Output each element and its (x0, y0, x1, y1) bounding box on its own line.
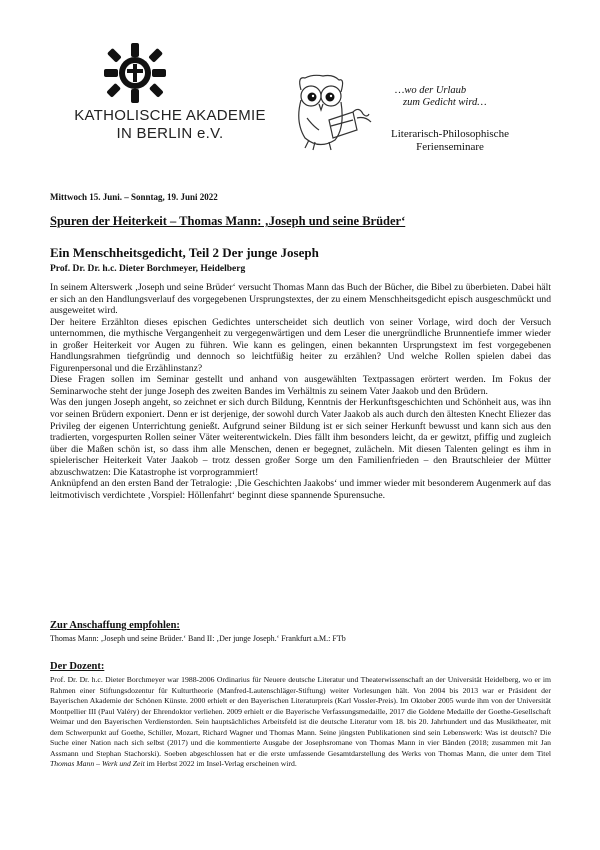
lecturer-bio-text: Prof. Dr. Dr. h.c. Dieter Borchmeyer war 1988-2006 Ordinarius für Neuere deutsche Literatur und Theaterwissenschaft an der Universität Heidelberg, wo er im Rahmen einer Stiftungsdozentur für Kulturtheorie (Manfred-Lautenschläger-Stiftung) weiter Vorlesungen hält. Von 2004 bis 2013 war er Präsident der Bayerischen Akademie der Schönen Künste. 2000 erhielt er den Bayerischen Literaturpreis (Karl Vossler-Preis). Im Oktober 2005 wurde ihm von der Universität Montpellier III (Paul Valéry) der Ehrendoktor verliehen. 2009 erhielt er die Bayerische Verfassungsmedaille, 2017 die Goldene Medaille der Goethe-Gesellschaft Weimar und den Bayerischen Verdienstorden. Sein hauptsächliches Arbeitsfeld ist die deutsche Literatur vom 18. bis 20. Jahrhundert und das Musiktheater, mit dem Schwerpunkt auf Goethe, Schiller, Mozart, Richard Wagner und Thomas Mann. Seine jüngsten Publikationen sind sein Lebenswerk: Was ist deutsch? Die Suche einer Nation nach sich selbst (2017) und die kommentierte Ausgabe der Josephsromane von Thomas Mann in vier Bänden (2018; zusammen mit Jan Assmann und Stephan Stachorski). Soeben abgeschlossen hat er die erste umfassende Gesamtdarstellung des Werks von Thomas Mann, die unter dem Titel (50, 675, 551, 758)
lecturer-heading: Der Dozent: (50, 661, 105, 672)
recommended-reading-heading: Zur Anschaffung empfohlen: (50, 620, 180, 631)
akademie-name-line2: IN BERLIN e.V. (116, 125, 224, 142)
event-description (50, 282, 551, 501)
event-speaker: Prof. Dr. Dr. h.c. Dieter Borchmeyer, Heidelberg (50, 264, 246, 274)
lecturer-bio (50, 675, 551, 770)
slogan-line2: zum Gedicht wird… (403, 97, 487, 108)
event-dates: Mittwoch 15. Juni. – Sonntag, 19. Juni 2022 (50, 192, 218, 202)
event-title: Spuren der Heiterkeit – Thomas Mann: ‚Joseph und seine Brüder‘ (50, 214, 406, 228)
seminar-series-line1: Literarisch-Philosophische (391, 128, 509, 140)
owl-reading-book-icon (283, 70, 378, 155)
slogan-line1: …wo der Urlaub (395, 85, 467, 96)
seminar-logo (283, 70, 378, 160)
description-paragraph: Was den jungen Joseph angeht, so zeichnet er sich durch Bildung, Kenntnis der Herkunftsgeschichten und Schönheit aus, was ihn vor seinen Brüdern exponiert. Denn er ist derjenige, der sowohl durch Vater Jaakob als auch durch den ältesten Knecht Eliezer das Privileg der eigenen Unterrichtung genießt. Aufgrund seiner Bildung ist er sich seiner Herkunft bewusst und kann sich aus den tradierten, vorgespurten Rollen seiner Väter weiterentwickeln. Dies fällt ihm besonders leicht, da er gewitzt, pfiffig und zugleich über die Maßen schön ist, so dass ihm alle Menschen, denen er begegnet, zulächeln. Mit diesen Talenten gelingt es ihm in spielerischer Heiterkeit Vater Jaakob – trotz dessen großer Sorge um den Familienfrieden – den Brautschleier der Mütter abzuschwatzen: Die Katastrophe ist vorprogrammiert! (50, 397, 551, 478)
seminar-series-title (370, 128, 530, 154)
lecturer-book-title: Thomas Mann – Werk und Zeit (50, 759, 145, 769)
description-paragraph: Der heitere Erzählton dieses epischen Gedichtes unterscheidet sich deutlich von seiner Vorlage, wird doch der Versuch unternommen, die mythische Vergangenheit zu vergegenwärtigen und dem Leser die unergründliche Brunnentiefe immer wieder in großer Heiterkeit vor Augen zu führen. Wie kann es gelingen, einen bekannten Ursprungstext im fest vorgegebenen Handlungsrahmen tiefgründig und dennoch so leichtfüßig heiter zu erzählen? Und welche Rollen spielen dabei das Figurenpersonal und die Erzählinstanz? (50, 316, 551, 374)
description-paragraph: Diese Fragen sollen im Seminar gestellt und anhand von ausgewählten Textpassagen erörtert werden. Im Fokus der Seminarwoche steht der junge Joseph des zweiten Bandes im Verhältnis zu seinem Vater Jaakob und den Brüdern. (50, 374, 551, 397)
slogan (395, 85, 487, 109)
description-paragraph: In seinem Alterswerk ‚Joseph und seine Brüder‘ versucht Thomas Mann das Buch der Bücher, die Bibel zu überbieten. Dabei hält er sich an den Handlungsverlauf des vorgegebenen Ursprungstextes, der zu einem Menschheitsgedicht episch ausgeschmückt und ausgeweitet wird. (50, 282, 551, 317)
event-subtitle: Ein Menschheitsgedicht, Teil 2 Der junge Joseph (50, 245, 319, 260)
seminar-series-line2: Ferienseminare (416, 141, 484, 153)
akademie-emblem-icon (100, 40, 170, 106)
description-paragraph: Anknüpfend an den ersten Band der Tetralogie: ‚Die Geschichten Jaakobs‘ und immer wieder mit besonderem Augenmerk auf das leitmotivisch verdichtete ‚Vorspiel: Höllenfahrt‘ beginnt diese spannende Spurensuche. (50, 478, 551, 501)
recommended-reading-text: Thomas Mann: ‚Joseph und seine Brüder.‘ Band II: ‚Der junge Joseph.‘ Frankfurt a.M.: FTb (50, 634, 346, 643)
akademie-name-line1: KATHOLISCHE AKADEMIE (74, 107, 266, 124)
lecturer-bio-text-end: im Herbst 2022 im Insel-Verlag erscheinen wird. (144, 759, 297, 769)
